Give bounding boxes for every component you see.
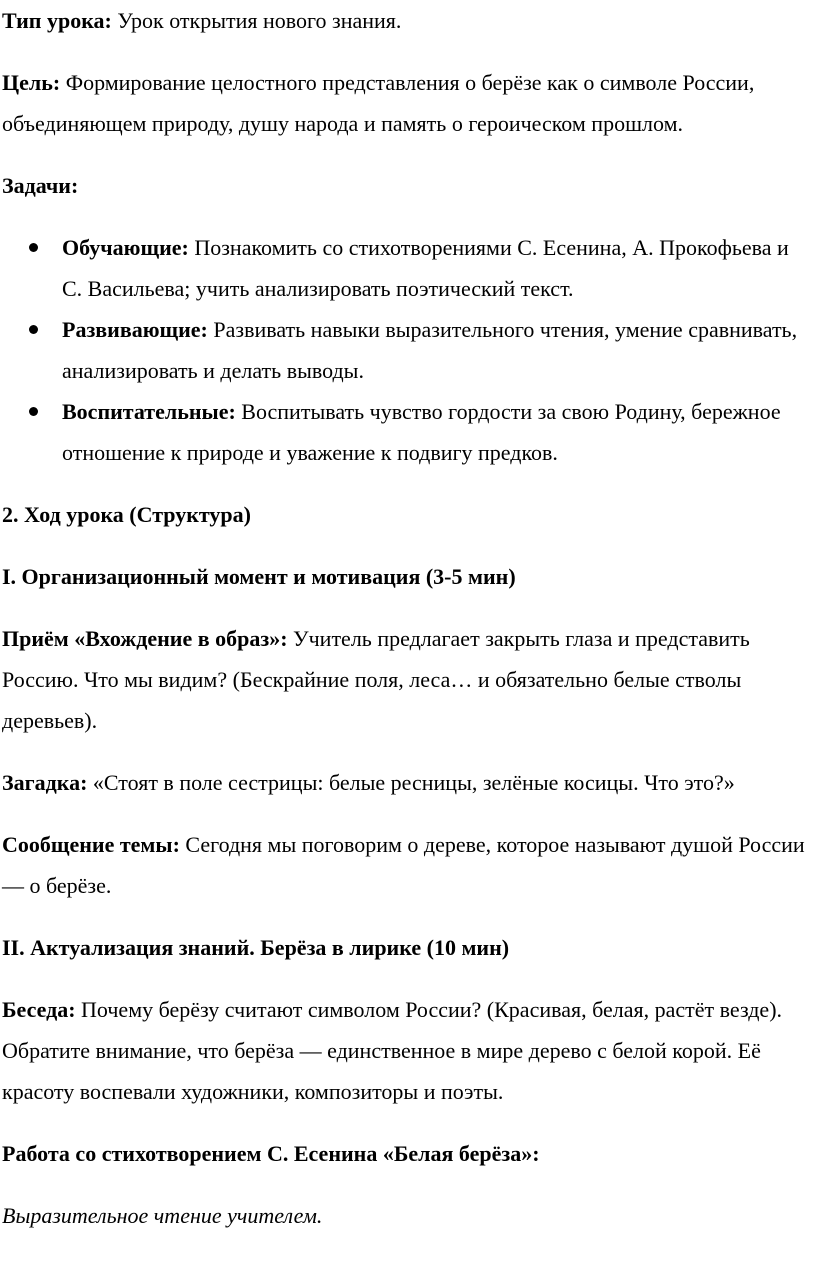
goal-paragraph [2, 62, 814, 144]
riddle-text: «Стоят в поле сестрицы: белые ресницы, зелёные косицы. Что это?» [87, 770, 735, 795]
list-item [2, 227, 814, 309]
poem-work-heading: Работа со стихотворением С. Есенина «Белая берёза»: [2, 1141, 540, 1166]
goal-label: Цель: [2, 70, 61, 95]
task-label: Воспитательные: [62, 399, 236, 424]
task-label: Обучающие: [62, 235, 189, 260]
bullet-icon [29, 325, 38, 334]
list-item [2, 309, 814, 391]
task-text: Развивать навыки выразительного чтения, умение сравнивать, анализировать и делать выводы. [62, 317, 798, 383]
technique-paragraph [2, 618, 814, 741]
conversation-label: Беседа: [2, 997, 76, 1022]
goal-text: Формирование целостного представления о берёзе как о символе России, объединяющем природу, душу народа и память о героическом прошлом. [2, 70, 755, 136]
technique-text: Учитель предлагает закрыть глаза и представить Россию. Что мы видим? (Бескрайние поля, леса… и обязательно белые стволы деревьев). [2, 626, 750, 733]
section-2-heading: 2. Ход урока (Структура) [2, 502, 251, 527]
conversation-text: Почему берёзу считают символом России? (Красивая, белая, растёт везде). Обратите внимание, что берёза — единственное в мире дерево с белой корой. Её красоту воспевали художники, композиторы и поэты. [2, 997, 783, 1104]
stage-1-heading: I. Организационный момент и мотивация (3-5 мин) [2, 564, 516, 589]
task-label: Развивающие: [62, 317, 208, 342]
lesson-type-text: Урок открытия нового знания. [111, 8, 402, 33]
technique-label: Приём «Вхождение в образ»: [2, 626, 288, 651]
riddle-label: Загадка: [2, 770, 88, 795]
reading-note: Выразительное чтение учителем. [2, 1203, 323, 1228]
tasks-heading: Задачи: [2, 173, 79, 198]
task-text: Воспитывать чувство гордости за свою Родину, бережное отношение к природе и уважение к подвигу предков. [62, 399, 781, 465]
list-item [2, 391, 814, 473]
stage-2-heading: II. Актуализация знаний. Берёза в лирике (10 мин) [2, 935, 510, 960]
bullet-icon [29, 407, 38, 416]
lesson-type-paragraph [2, 0, 814, 41]
riddle-paragraph [2, 762, 814, 803]
topic-label: Сообщение темы: [2, 832, 180, 857]
tasks-list [2, 227, 814, 473]
topic-text: Сегодня мы поговорим о дереве, которое называют душой России — о берёзе. [2, 832, 805, 898]
conversation-paragraph [2, 989, 814, 1112]
task-text: Познакомить со стихотворениями С. Есенина, А. Прокофьева и С. Васильева; учить анализировать поэтический текст. [62, 235, 789, 301]
bullet-icon [29, 243, 38, 252]
lesson-type-label: Тип урока: [2, 8, 112, 33]
topic-paragraph [2, 824, 814, 906]
document-page [2, 0, 814, 1236]
